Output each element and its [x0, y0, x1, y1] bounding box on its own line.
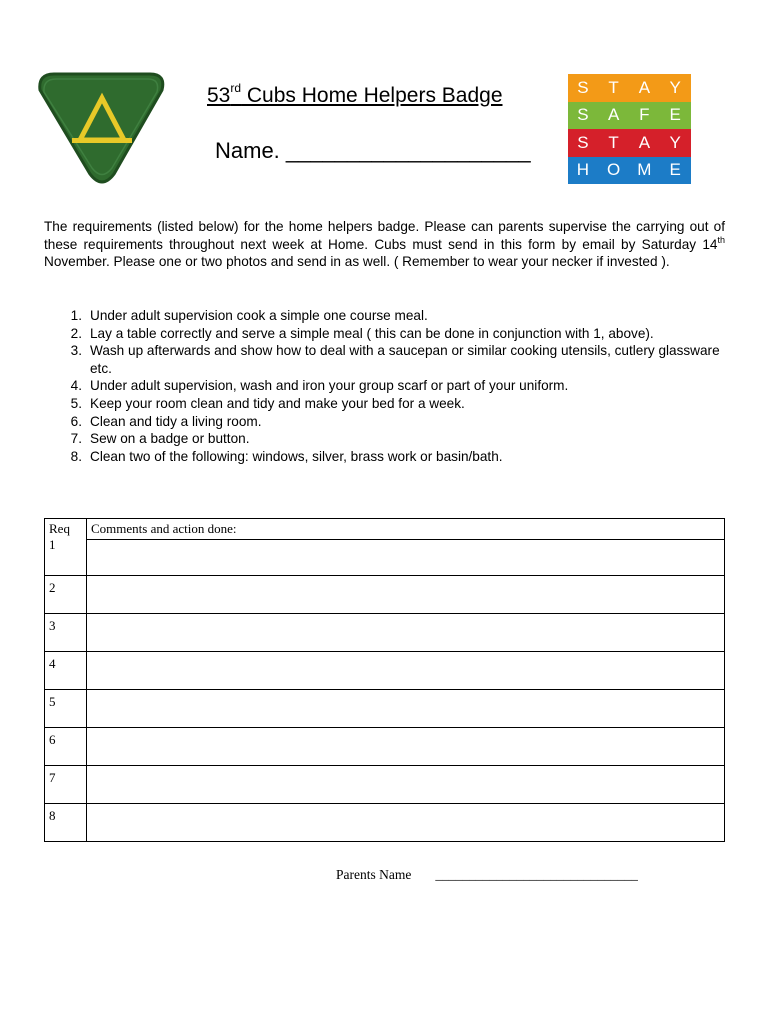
list-item: 1. Under adult supervision cook a simple one course meal.	[70, 308, 428, 323]
req-number: 6	[45, 728, 87, 766]
table-row	[45, 540, 725, 576]
parents-name-label: Parents Name	[336, 867, 412, 882]
req-number: 2	[45, 576, 87, 614]
table-row	[45, 766, 725, 804]
table-row	[45, 804, 725, 842]
logo-letter: S	[568, 74, 599, 102]
req-number: 8	[45, 804, 87, 842]
table-header-row	[45, 519, 725, 540]
logo-letter: T	[599, 74, 630, 102]
parents-name-line[interactable]: ______________________________	[435, 867, 638, 882]
logo-letter: H	[568, 157, 599, 185]
req-cell	[45, 519, 87, 576]
scout-badge-icon	[34, 68, 170, 184]
logo-letter: A	[630, 74, 661, 102]
table-row	[45, 652, 725, 690]
logo-letter: M	[630, 157, 661, 185]
list-item: 8. Clean two of the following: windows, silver, brass work or basin/bath.	[70, 448, 503, 464]
logo-letter: T	[599, 129, 630, 157]
logo-letter: A	[599, 102, 630, 130]
intro-paragraph: The requirements (listed below) for the home helpers badge. Please can parents supervise the carrying out of these requirements throughout next week at Home. Cubs must send in this form by email by Saturday 14th November. Please one or two photos and send in as well. ( Remember to wear your necker if invested ).	[44, 219, 725, 270]
list-item: 7. Sew on a badge or button.	[70, 431, 250, 447]
comment-cell[interactable]	[87, 804, 725, 842]
stay-safe-stay-home-logo	[568, 74, 691, 184]
comment-cell[interactable]	[87, 728, 725, 766]
comments-table	[44, 518, 725, 842]
page-title: 53rd Cubs Home Helpers Badge	[207, 81, 503, 107]
comment-cell[interactable]	[87, 690, 725, 728]
comment-cell[interactable]	[87, 540, 725, 576]
list-item: 2. Lay a table correctly and serve a simple meal ( this can be done in conjunction with 1, above).	[70, 325, 654, 341]
req-number: 3	[45, 614, 87, 652]
table-row	[45, 614, 725, 652]
requirements-list	[44, 307, 734, 465]
req-number: 5	[45, 690, 87, 728]
logo-letter: S	[568, 102, 599, 130]
req-number: 1	[49, 537, 56, 552]
comment-cell[interactable]	[87, 652, 725, 690]
logo-letter: Y	[660, 74, 691, 102]
list-item: 3. Wash up afterwards and show how to deal with a saucepan or similar cooking utensils, cutlery glassware etc.	[70, 343, 720, 376]
req-number: 4	[45, 652, 87, 690]
table-row	[45, 728, 725, 766]
logo-letter: E	[660, 157, 691, 185]
comments-header: Comments and action done:	[87, 519, 725, 540]
logo-letter: A	[630, 129, 661, 157]
comment-cell[interactable]	[87, 766, 725, 804]
logo-letter: S	[568, 129, 599, 157]
comment-cell[interactable]	[87, 576, 725, 614]
logo-letter: E	[660, 102, 691, 130]
parents-name-field	[336, 867, 638, 883]
table-row	[45, 690, 725, 728]
logo-letter: F	[630, 102, 661, 130]
comment-cell[interactable]	[87, 614, 725, 652]
list-item: 5. Keep your room clean and tidy and make your bed for a week.	[70, 395, 465, 411]
req-number: 7	[45, 766, 87, 804]
req-header: Req	[49, 521, 70, 536]
logo-letter: O	[599, 157, 630, 185]
name-field-label: Name. ____________________	[215, 138, 531, 163]
list-item: 6. Clean and tidy a living room.	[70, 413, 262, 429]
list-item: 4. Under adult supervision, wash and iron your group scarf or part of your uniform.	[70, 378, 569, 394]
logo-letter: Y	[660, 129, 691, 157]
table-row	[45, 576, 725, 614]
